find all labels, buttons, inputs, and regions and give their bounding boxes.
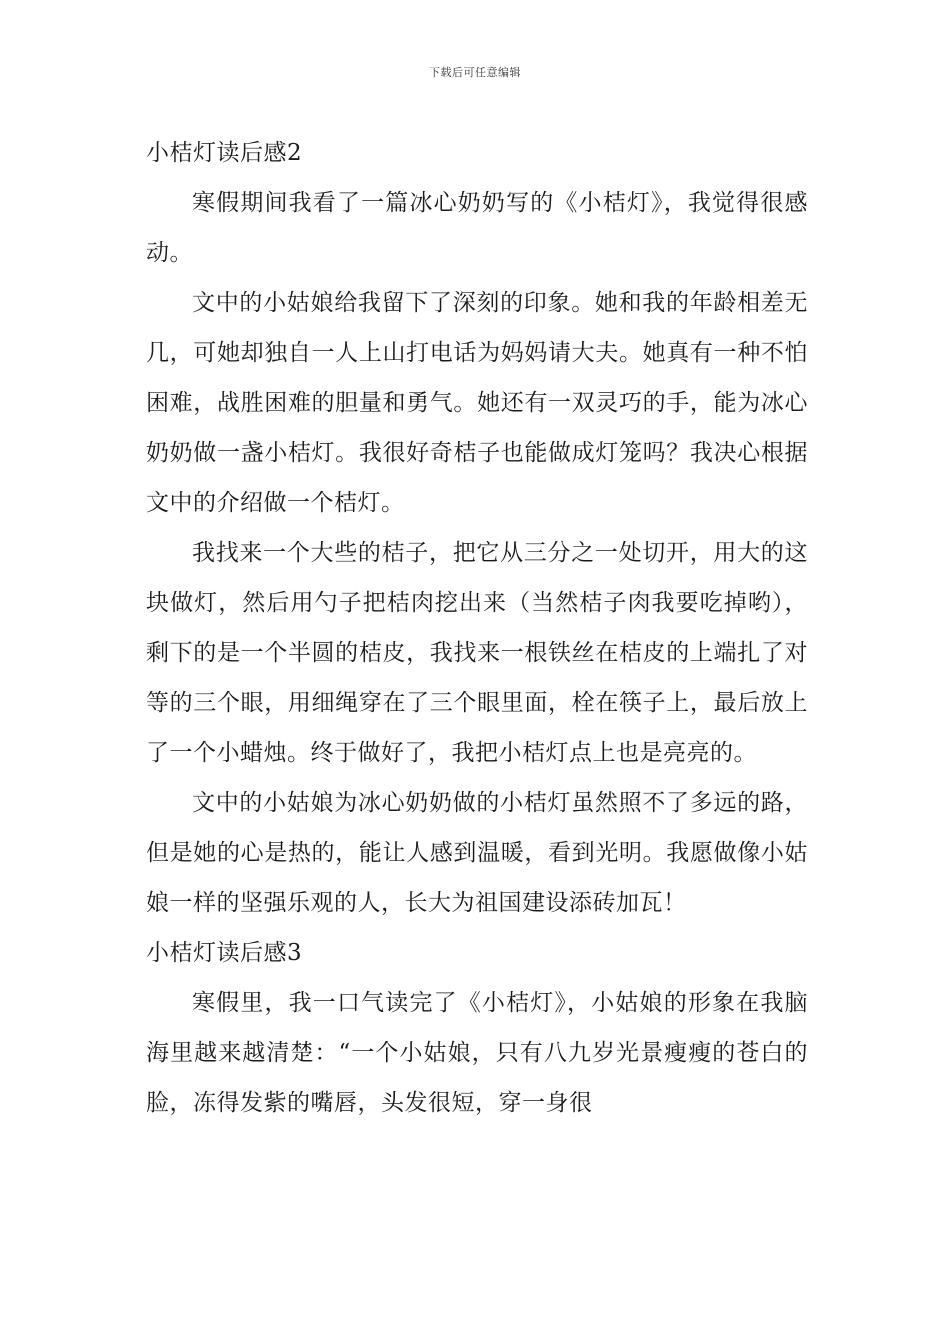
section-title: 小桔灯读后感3 xyxy=(146,940,303,966)
paragraph: 寒假里，我一口气读完了《小桔灯》，小姑娘的形象在我脑海里越来越清楚：“一个小姑娘，只有八九岁光景瘦瘦的苍白的脸，冻得发紫的嘴唇，头发很短，穿一身很 xyxy=(146,990,808,1116)
paragraph: 文中的小姑娘给我留下了深刻的印象。她和我的年龄相差无几，可她却独自一人上山打电话为妈妈请大夫。她真有一种不怕困难，战胜困难的胆量和勇气。她还有一双灵巧的手，能为冰心奶奶做一盏小桔灯。我很好奇桔子也能做成灯笼吗？我决心根据文中的介绍做一个桔灯。 xyxy=(146,290,808,516)
paragraph: 寒假期间我看了一篇冰心奶奶写的《小桔灯》，我觉得很感动。 xyxy=(146,190,808,266)
paragraph: 文中的小姑娘为冰心奶奶做的小桔灯虽然照不了多远的路，但是她的心是热的，能让人感到温暖，看到光明。我愿做像小姑娘一样的坚强乐观的人，长大为祖国建设添砖加瓦！ xyxy=(146,790,808,916)
header-note: 下载后可任意编辑 xyxy=(429,66,521,79)
document-body xyxy=(146,128,808,1128)
section-title: 小桔灯读后感2 xyxy=(146,140,303,166)
paragraph: 我找来一个大些的桔子，把它从三分之一处切开，用大的这块做灯，然后用勺子把桔肉挖出来（当然桔子肉我要吃掉哟），剩下的是一个半圆的桔皮，我找来一根铁丝在桔皮的上端扎了对等的三个眼，用细绳穿在了三个眼里面，栓在筷子上，最后放上了一个小蜡烛。终于做好了，我把小桔灯点上也是亮亮的。 xyxy=(146,540,808,766)
